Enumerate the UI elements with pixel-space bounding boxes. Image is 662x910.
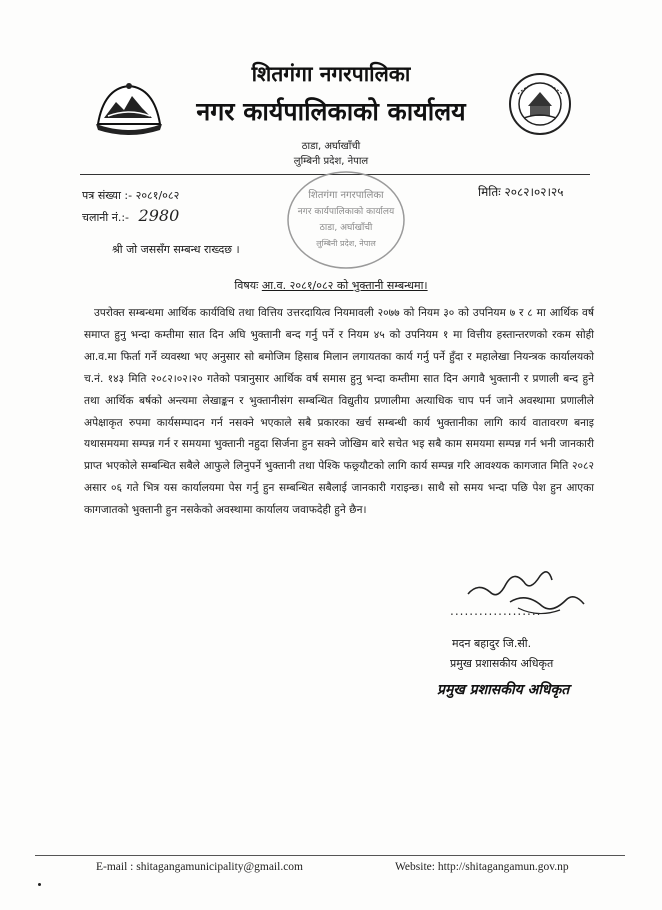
scan-speck	[38, 883, 41, 886]
signature-dotted-line: ...................	[450, 604, 542, 618]
patra-label: पत्र संख्या :-	[82, 189, 133, 202]
date-value: २०८२।०२।२५	[504, 185, 564, 199]
salutation: श्री जो जससँग सम्बन्ध राख्दछ ।	[112, 243, 240, 256]
title-stamp: प्रमुख प्रशासकीय अधिकृत	[437, 682, 570, 698]
signer-name: मदन बहादुर जि.सी.	[452, 637, 532, 650]
chalani-value: 2980	[138, 206, 180, 225]
chalani-number	[82, 206, 179, 225]
handwritten-signature	[448, 562, 588, 632]
footer-divider	[35, 855, 625, 856]
stamp-line-3: ठाडा, अर्घाखाँची	[319, 223, 373, 233]
subject-label: विषयः	[234, 279, 259, 292]
reference-number	[82, 188, 179, 203]
footer-email: E-mail : shitagangamunicipality@gmail.com	[96, 861, 303, 873]
office-name: नगर कार्यपालिकाको कार्यालय	[196, 97, 466, 126]
stamp-line-1: शितगंगा नगरपालिका	[308, 190, 384, 201]
subject-value: आ.व. २०८१/०८२ को भुक्तानी सम्बन्धमा।	[261, 279, 428, 292]
signer-title: प्रमुख प्रशासकीय अधिकृत	[450, 657, 554, 670]
patra-value: २०८१/०८२	[135, 189, 180, 202]
date-label: मितिः	[478, 185, 501, 199]
municipality-name: शितगंगा नगरपालिका	[251, 62, 411, 86]
chalani-label: चलानी नं.:-	[82, 211, 130, 224]
letter-date	[478, 183, 564, 200]
address-line-1: ठाडा, अर्घाखाँची	[301, 141, 361, 152]
stamp-line-4: लुम्बिनी प्रदेश, नेपाल	[316, 239, 376, 248]
letter-body: उपरोक्त सम्बन्धमा आर्थिक कार्यविधि तथा वित्तिय उत्तरदायित्व नियमावली २०७७ को नियम ३० को उपनियम ७ र ८ मा आर्थिक वर्ष समाप्त हुनु भन्दा कम्तीमा सात दिन अघि भुक्तानी बन्द गर्नु पर्ने र नियम ४५ को उपनियम १ मा वित्तीय हस्तान्तरणको रकम सोही आ.व.मा फिर्ता गर्ने व्यवस्था भए अनुसार सो बमोजिम हिसाब मिलान लगायतका कार्य गर्नु पर्ने हुँदा र महालेखा नियन्त्रक कार्यालयको च.नं. १४३ मिति २०८२।०२।२० गतेको पत्रानुसार आर्थिक वर्ष समास हुनु भन्दा कम्तीमा सात दिन अगावै भुक्तानी र प्रणाली बन्द हुने तथा आर्थिक बर्षको अन्त्यमा लेखाङ्कन र भुक्तानीसंग सम्बन्धित विद्युतीय प्रणालीमा अत्याधिक चाप पर्न जाने अवस्थामा प्रणालीले अपेक्षाकृत रुपमा कार्यसम्पादन गर्न नसक्ने भएकाले सबै प्रकारका खर्च सम्बन्धी कार्य भुक्तानीका लागि कार्य वातावरण बनाइ यथासमयमा सम्पन्न गर्न र समयमा भुक्तानी नहुदा सिर्जना हुन सक्ने जोखिम बारे सचेत भइ सबै काम समयमा सम्पन्न गर्न भनी जानकारी प्राप्त भएकोले सम्बन्धित सबैले आफुले लिनुपर्ने भुक्तानी तथा पेश्कि फछ्र्यौटको लागि कार्य सम्पन्न गरि आवश्यक कागजात मिति २०८२ असार ०६ गते भित्र यस कार्यालयमा पेस गर्नु हुन सम्बन्धित सबैलाई जानकारी गराइन्छ। साथै सो समय भन्दा पछि पेश हुन आएका कागजातको भुक्तानी हुन नसकेको अवस्थामा कार्यालय जवाफदेही हुने छैन।	[84, 307, 594, 517]
footer-website: Website: http://shitagangamun.gov.np	[395, 861, 569, 873]
subject-line	[0, 278, 662, 293]
office-stamp	[284, 168, 408, 272]
stamp-line-2: नगर कार्यपालिकाको कार्यालय	[297, 207, 395, 217]
address-line-2: लुम्बिनी प्रदेश, नेपाल	[293, 156, 369, 167]
